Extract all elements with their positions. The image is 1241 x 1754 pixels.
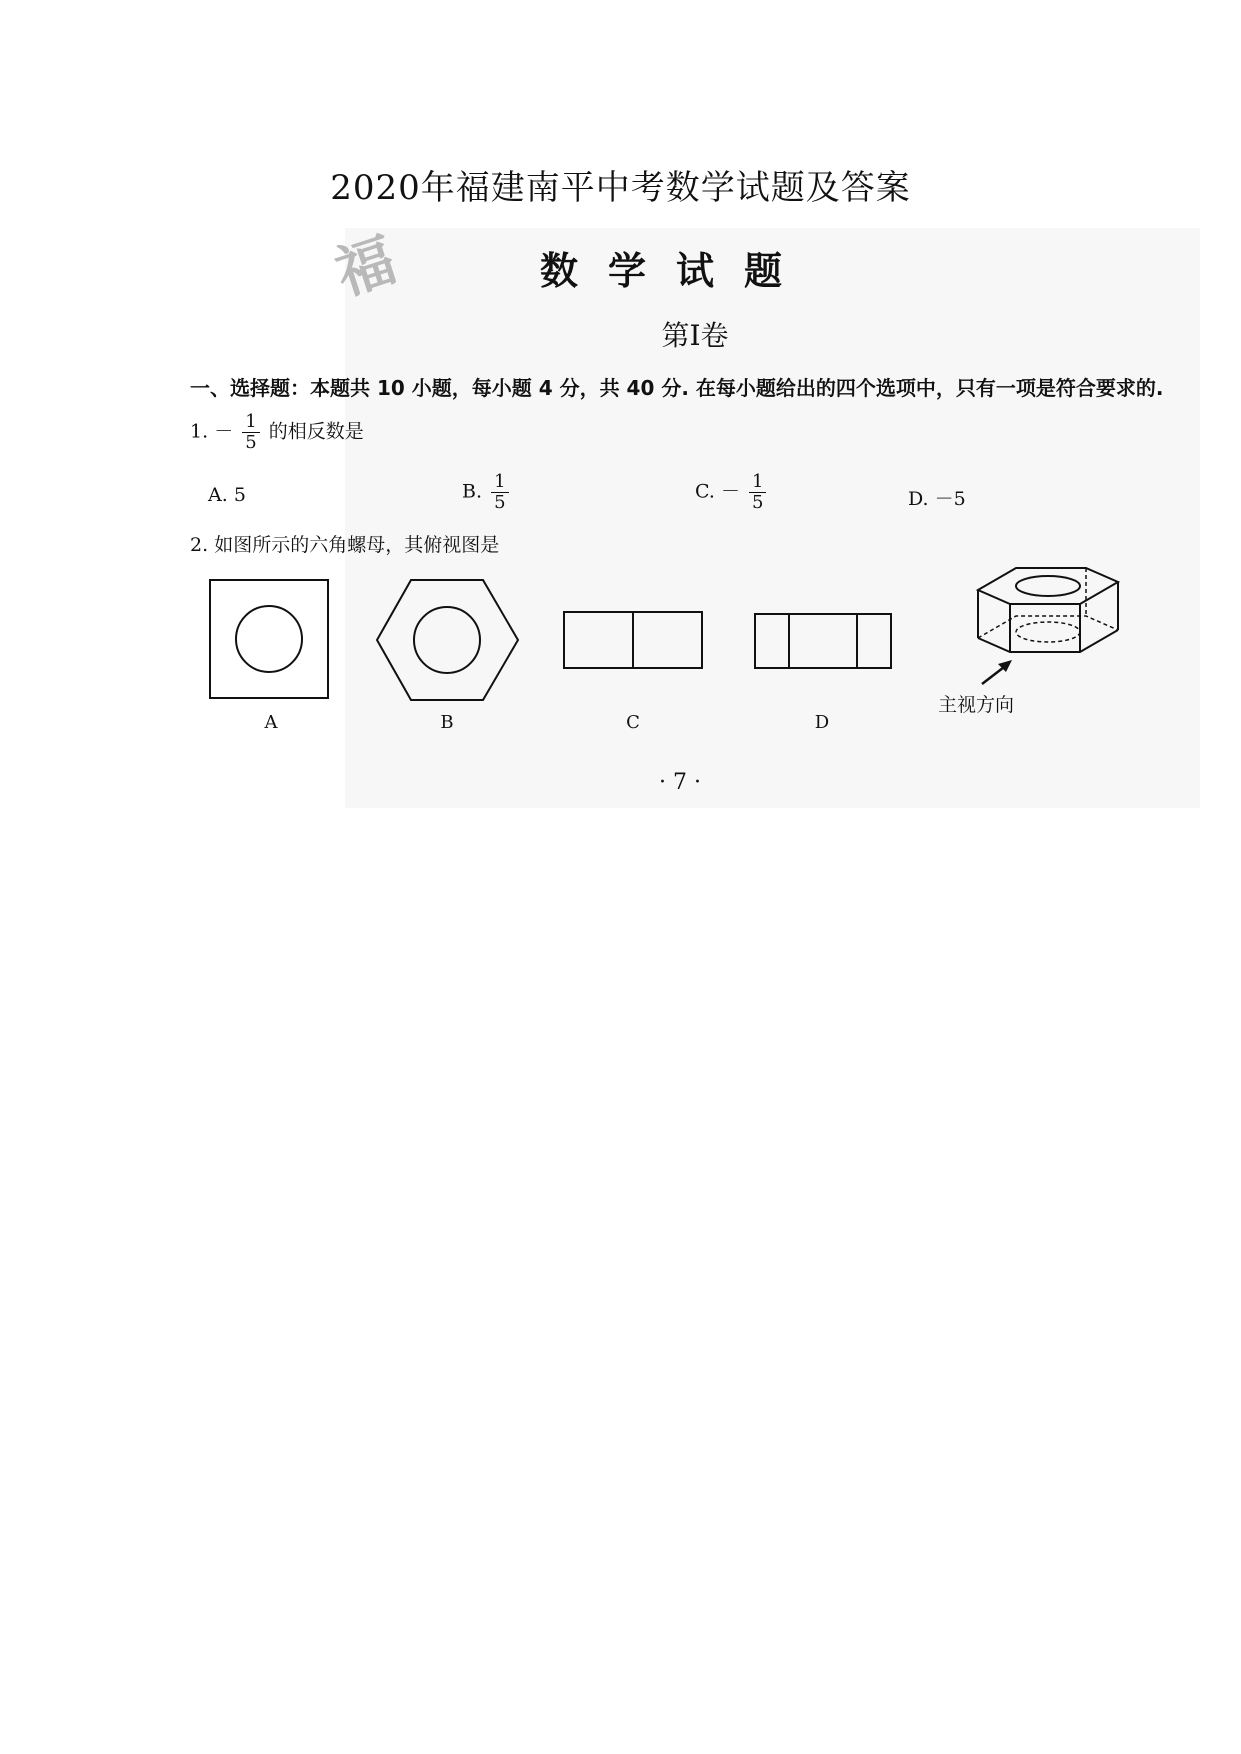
- figure-label-b: B: [440, 712, 454, 733]
- figure-c-rectangle-two-parts: [562, 610, 704, 670]
- fraction-denominator: 5: [245, 431, 257, 453]
- fraction-denominator: 5: [752, 491, 764, 513]
- fraction-numerator: 1: [749, 472, 766, 493]
- watermark-stamp: 福: [327, 225, 404, 309]
- document-title: 2020年福建南平中考数学试题及答案: [330, 168, 911, 208]
- page-number: · 7 ·: [659, 770, 701, 795]
- figure-d-rectangle-three-parts: [753, 612, 893, 670]
- figure-b-hexagon-with-circle: [375, 578, 521, 704]
- question-2: [190, 530, 499, 557]
- figure-label-a: A: [264, 712, 278, 733]
- figure-a-square-with-circle: [208, 578, 332, 702]
- option-d: [908, 484, 966, 511]
- question-1: [190, 412, 364, 453]
- option-c: [695, 472, 769, 513]
- fraction: [491, 472, 508, 513]
- option-a: [208, 484, 246, 506]
- fraction-numerator: 1: [242, 412, 259, 433]
- question-text: 的相反数是: [268, 420, 364, 443]
- question-number: 2.: [190, 534, 209, 556]
- section-header: 一、选择题：本题共 10 小题，每小题 4 分，共 40 分. 在每小题给出的四个选项中，只有一项是符合要求的.: [190, 376, 1164, 400]
- option-b: [462, 472, 512, 513]
- option-value: 5: [233, 484, 246, 506]
- option-label: D.: [908, 488, 929, 510]
- figure-label-c: C: [626, 712, 640, 733]
- minus-sign: －: [720, 480, 740, 503]
- option-label: A.: [208, 484, 228, 506]
- direction-label: 主视方向: [938, 694, 1015, 716]
- option-value: －5: [934, 488, 966, 510]
- figure-label-d: D: [814, 712, 830, 733]
- fraction-denominator: 5: [494, 491, 506, 513]
- option-label: B.: [462, 480, 483, 503]
- volume-heading: 第Ⅰ卷: [661, 319, 729, 352]
- option-label: C.: [695, 480, 715, 503]
- hex-nut-illustration: [968, 560, 1128, 690]
- scanned-exam-page: [345, 228, 1200, 808]
- minus-sign: －: [214, 420, 234, 443]
- fraction: [242, 412, 259, 453]
- question-text: 如图所示的六角螺母，其俯视图是: [214, 534, 500, 556]
- question-number: 1.: [190, 420, 209, 443]
- exam-title: 数学试题: [540, 249, 813, 293]
- fraction-numerator: 1: [491, 472, 508, 493]
- fraction: [749, 472, 766, 513]
